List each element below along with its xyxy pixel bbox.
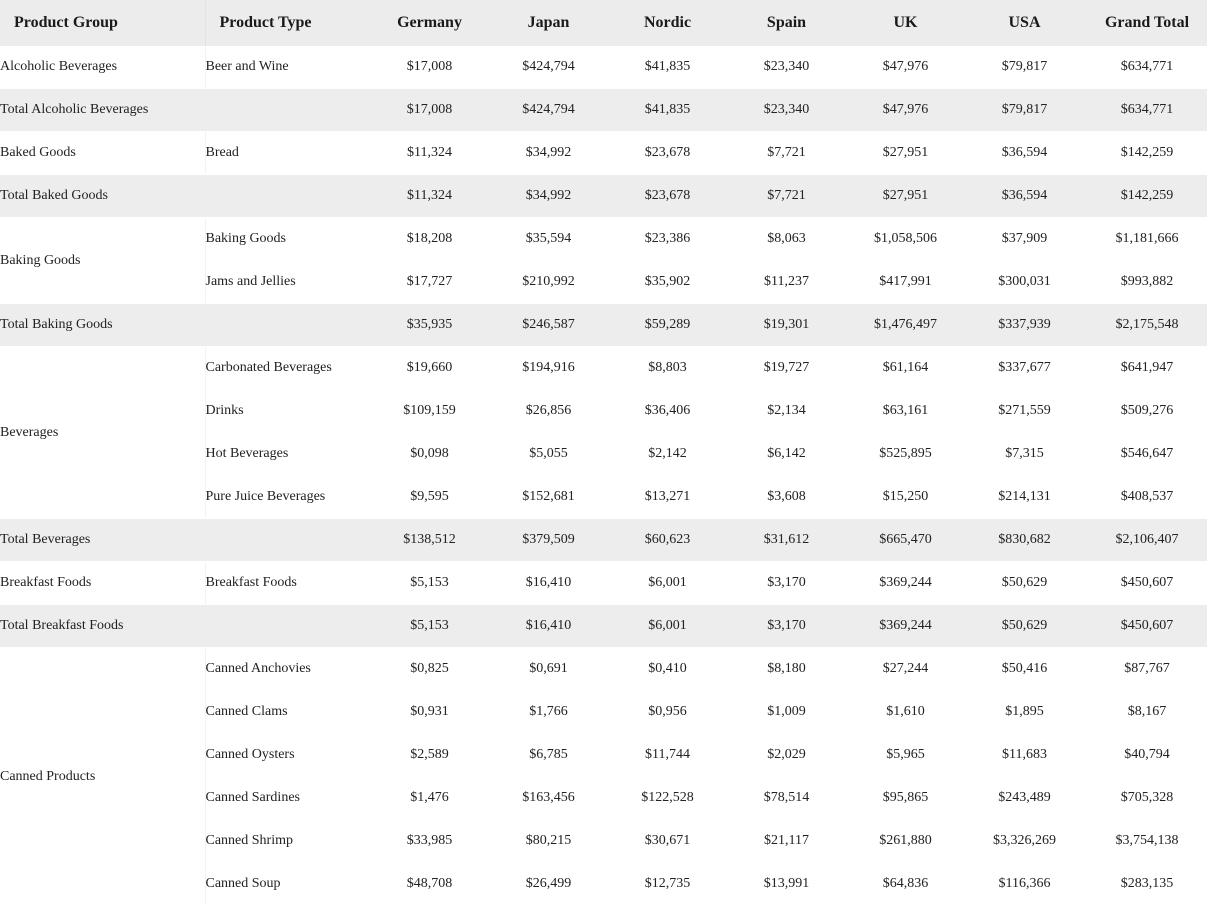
group-total-label: Total Alcoholic Beverages [0,89,370,132]
value-cell: $194,916 [489,347,608,390]
column-header-japan[interactable]: Japan [489,0,608,46]
value-cell: $122,528 [608,777,727,820]
value-cell: $379,509 [489,519,608,562]
grand-total-cell: $2,175,548 [1084,304,1207,347]
group-total-label: Total Breakfast Foods [0,605,370,648]
value-cell: $34,992 [489,132,608,175]
product-type-cell: Hot Beverages [205,433,370,476]
value-cell: $11,324 [370,175,489,218]
grand-total-cell: $283,135 [1084,863,1207,906]
value-cell: $5,153 [370,605,489,648]
value-cell: $63,161 [846,390,965,433]
value-cell: $18,208 [370,218,489,261]
value-cell: $246,587 [489,304,608,347]
value-cell: $19,301 [727,304,846,347]
value-cell: $19,727 [727,347,846,390]
value-cell: $1,058,506 [846,218,965,261]
value-cell: $417,991 [846,261,965,304]
product-type-cell: Canned Clams [205,691,370,734]
column-header-germany[interactable]: Germany [370,0,489,46]
value-cell: $3,608 [727,476,846,519]
value-cell: $26,856 [489,390,608,433]
product-type-cell: Drinks [205,390,370,433]
grand-total-cell: $634,771 [1084,46,1207,89]
value-cell: $210,992 [489,261,608,304]
value-cell: $152,681 [489,476,608,519]
value-cell: $1,009 [727,691,846,734]
value-cell: $0,098 [370,433,489,476]
value-cell: $26,499 [489,863,608,906]
value-cell: $64,836 [846,863,965,906]
value-cell: $8,803 [608,347,727,390]
value-cell: $16,410 [489,562,608,605]
value-cell: $369,244 [846,562,965,605]
value-cell: $11,324 [370,132,489,175]
value-cell: $41,835 [608,46,727,89]
value-cell: $261,880 [846,820,965,863]
value-cell: $50,629 [965,605,1084,648]
group-total-label: Total Baking Goods [0,304,370,347]
product-type-cell: Canned Soup [205,863,370,906]
value-cell: $337,939 [965,304,1084,347]
grand-total-cell: $1,181,666 [1084,218,1207,261]
product-type-cell: Canned Shrimp [205,820,370,863]
grand-total-cell: $634,771 [1084,89,1207,132]
table-row [0,132,1207,175]
product-group-cell: Breakfast Foods [0,562,205,605]
value-cell: $138,512 [370,519,489,562]
value-cell: $27,951 [846,175,965,218]
value-cell: $5,153 [370,562,489,605]
value-cell: $3,326,269 [965,820,1084,863]
value-cell: $525,895 [846,433,965,476]
product-group-cell: Alcoholic Beverages [0,46,205,89]
value-cell: $11,237 [727,261,846,304]
value-cell: $37,909 [965,218,1084,261]
product-type-cell: Carbonated Beverages [205,347,370,390]
value-cell: $33,985 [370,820,489,863]
product-group-cell: Beverages [0,347,205,519]
product-type-cell: Baking Goods [205,218,370,261]
table-row [0,648,1207,691]
value-cell: $17,727 [370,261,489,304]
grand-total-cell: $408,537 [1084,476,1207,519]
grand-total-cell: $142,259 [1084,132,1207,175]
product-type-cell: Beer and Wine [205,46,370,89]
grand-total-cell: $641,947 [1084,347,1207,390]
value-cell: $5,055 [489,433,608,476]
table-row [0,347,1207,390]
table-row [0,562,1207,605]
grand-total-cell: $40,794 [1084,734,1207,777]
group-total-label: Total Baked Goods [0,175,370,218]
value-cell: $36,594 [965,175,1084,218]
value-cell: $78,514 [727,777,846,820]
value-cell: $9,595 [370,476,489,519]
value-cell: $116,366 [965,863,1084,906]
value-cell: $300,031 [965,261,1084,304]
value-cell: $17,008 [370,46,489,89]
table-row [0,46,1207,89]
column-header-product_group[interactable]: Product Group [0,0,205,46]
value-cell: $243,489 [965,777,1084,820]
value-cell: $8,180 [727,648,846,691]
value-cell: $109,159 [370,390,489,433]
value-cell: $59,289 [608,304,727,347]
value-cell: $35,594 [489,218,608,261]
table-total-row [0,304,1207,347]
value-cell: $35,902 [608,261,727,304]
value-cell: $214,131 [965,476,1084,519]
value-cell: $16,410 [489,605,608,648]
value-cell: $5,965 [846,734,965,777]
column-header-usa[interactable]: USA [965,0,1084,46]
column-header-spain[interactable]: Spain [727,0,846,46]
value-cell: $23,678 [608,175,727,218]
product-type-cell: Bread [205,132,370,175]
grand-total-cell: $705,328 [1084,777,1207,820]
value-cell: $2,134 [727,390,846,433]
value-cell: $424,794 [489,89,608,132]
value-cell: $2,589 [370,734,489,777]
grand-total-cell: $142,259 [1084,175,1207,218]
value-cell: $11,744 [608,734,727,777]
value-cell: $1,895 [965,691,1084,734]
value-cell: $1,610 [846,691,965,734]
product-type-cell: Jams and Jellies [205,261,370,304]
grand-total-cell: $509,276 [1084,390,1207,433]
table-total-row [0,605,1207,648]
value-cell: $1,476,497 [846,304,965,347]
value-cell: $0,691 [489,648,608,691]
value-cell: $21,117 [727,820,846,863]
value-cell: $13,991 [727,863,846,906]
value-cell: $60,623 [608,519,727,562]
product-type-cell: Canned Anchovies [205,648,370,691]
value-cell: $47,976 [846,89,965,132]
value-cell: $36,594 [965,132,1084,175]
product-group-cell: Canned Products [0,648,205,906]
value-cell: $0,931 [370,691,489,734]
value-cell: $23,678 [608,132,727,175]
value-cell: $424,794 [489,46,608,89]
table-row [0,218,1207,261]
value-cell: $6,785 [489,734,608,777]
value-cell: $12,735 [608,863,727,906]
grand-total-cell: $546,647 [1084,433,1207,476]
value-cell: $1,476 [370,777,489,820]
value-cell: $35,935 [370,304,489,347]
product-type-cell: Canned Oysters [205,734,370,777]
value-cell: $7,315 [965,433,1084,476]
value-cell: $830,682 [965,519,1084,562]
value-cell: $3,170 [727,605,846,648]
value-cell: $27,951 [846,132,965,175]
value-cell: $41,835 [608,89,727,132]
value-cell: $7,721 [727,175,846,218]
value-cell: $34,992 [489,175,608,218]
value-cell: $95,865 [846,777,965,820]
value-cell: $0,956 [608,691,727,734]
value-cell: $23,340 [727,46,846,89]
value-cell: $2,029 [727,734,846,777]
value-cell: $8,063 [727,218,846,261]
value-cell: $31,612 [727,519,846,562]
table-total-row [0,519,1207,562]
value-cell: $163,456 [489,777,608,820]
value-cell: $6,001 [608,562,727,605]
column-header-product_type[interactable]: Product Type [205,0,370,46]
value-cell: $369,244 [846,605,965,648]
grand-total-cell: $87,767 [1084,648,1207,691]
grand-total-cell: $3,754,138 [1084,820,1207,863]
value-cell: $11,683 [965,734,1084,777]
value-cell: $48,708 [370,863,489,906]
product-type-cell: Breakfast Foods [205,562,370,605]
value-cell: $79,817 [965,46,1084,89]
value-cell: $50,629 [965,562,1084,605]
value-cell: $0,825 [370,648,489,691]
value-cell: $47,976 [846,46,965,89]
value-cell: $30,671 [608,820,727,863]
value-cell: $50,416 [965,648,1084,691]
grand-total-cell: $993,882 [1084,261,1207,304]
value-cell: $6,142 [727,433,846,476]
value-cell: $79,817 [965,89,1084,132]
grand-total-cell: $450,607 [1084,605,1207,648]
grand-total-cell: $8,167 [1084,691,1207,734]
product-group-cell: Baked Goods [0,132,205,175]
value-cell: $27,244 [846,648,965,691]
value-cell: $6,001 [608,605,727,648]
value-cell: $36,406 [608,390,727,433]
value-cell: $271,559 [965,390,1084,433]
value-cell: $665,470 [846,519,965,562]
value-cell: $3,170 [727,562,846,605]
grand-total-cell: $450,607 [1084,562,1207,605]
value-cell: $15,250 [846,476,965,519]
value-cell: $17,008 [370,89,489,132]
table-header [0,0,1207,46]
column-header-nordic[interactable]: Nordic [608,0,727,46]
product-group-cell: Baking Goods [0,218,205,304]
value-cell: $23,340 [727,89,846,132]
value-cell: $2,142 [608,433,727,476]
value-cell: $13,271 [608,476,727,519]
table-total-row [0,175,1207,218]
column-header-uk[interactable]: UK [846,0,965,46]
product-type-cell: Pure Juice Beverages [205,476,370,519]
value-cell: $23,386 [608,218,727,261]
value-cell: $0,410 [608,648,727,691]
value-cell: $61,164 [846,347,965,390]
header-row [0,0,1207,46]
column-header-grand_total[interactable]: Grand Total [1084,0,1207,46]
product-type-cell: Canned Sardines [205,777,370,820]
group-total-label: Total Beverages [0,519,370,562]
value-cell: $80,215 [489,820,608,863]
table-body [0,46,1207,906]
value-cell: $1,766 [489,691,608,734]
grand-total-cell: $2,106,407 [1084,519,1207,562]
value-cell: $337,677 [965,347,1084,390]
table-total-row [0,89,1207,132]
value-cell: $7,721 [727,132,846,175]
value-cell: $19,660 [370,347,489,390]
